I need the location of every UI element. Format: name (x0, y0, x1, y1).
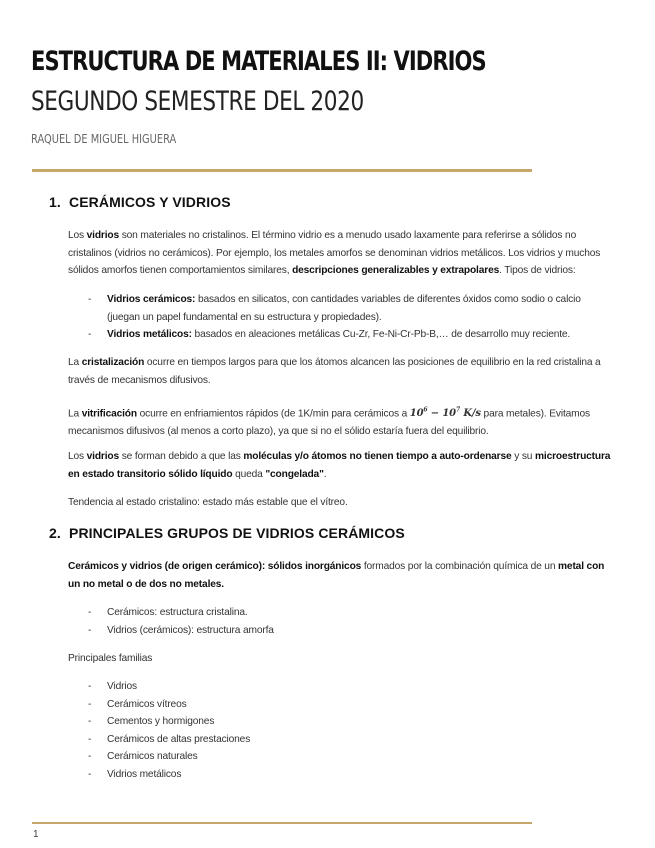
list-item-term: Vidrios cerámicos: (107, 294, 196, 305)
list-item: - Cerámicos vítreos (88, 696, 616, 714)
list-item-text: basados en silicatos, con cantidades variables de diferentes óxidos como sodio o calcio (juegan un papel fundamental en su estructura y propiedades). (107, 294, 581, 323)
author-name: RAQUEL DE MIGUEL HIGUERA (31, 132, 177, 146)
math-operator: − (427, 408, 443, 420)
math-exponent: 7 (455, 407, 461, 414)
document-title: ESTRUCTURA DE MATERIALES II: VIDRIOS (31, 46, 486, 77)
text-run: se forman debido a que las (119, 451, 244, 462)
glass-types-list (88, 291, 616, 344)
text-run: . Tipos de vidrios: (499, 265, 576, 276)
families-list (88, 678, 616, 783)
bold-term: metal con un no metal o de dos no metales. (68, 561, 605, 590)
list-item (88, 326, 616, 344)
math-formula (410, 408, 481, 419)
bold-term: moléculas y/o átomos no tienen tiempo a auto-ordenarse (243, 451, 512, 462)
list-item: - Vidrios (88, 678, 616, 696)
bold-term: cristalización (81, 357, 145, 368)
text-run: La (68, 408, 82, 420)
text-run: ocurre en tiempos largos para que los átomos alcancen las posiciones de equilibrio en la red cristalina a través de mecanismos difusivos. (68, 357, 601, 386)
section-2-paragraph-1 (68, 558, 616, 593)
text-run: Los (68, 451, 87, 462)
bold-term: "congelada" (265, 468, 324, 480)
section-1-paragraph-3 (68, 402, 616, 440)
section-1-paragraph-2 (68, 354, 616, 389)
section-1-title: CERÁMICOS Y VIDRIOS (69, 194, 231, 210)
text-run: ocurre en enfriamientos rápidos (de 1K/min para cerámicos a (136, 408, 410, 420)
list-item (88, 291, 616, 326)
list-item: - Vidrios (cerámicos): estructura amorfa (88, 622, 616, 640)
math-exponent: 6 (423, 407, 428, 414)
bold-term: vidrios (86, 230, 120, 241)
bold-term: vitrificación (81, 408, 137, 420)
header-divider (32, 169, 532, 172)
section-1-paragraph-1 (68, 227, 616, 280)
list-item-text: basados en aleaciones metálicas Cu-Zr, Fe-Ni-Cr-Pb-B,… de desarrollo muy reciente. (191, 329, 571, 340)
families-label: Principales familias (68, 653, 153, 664)
list-item: - Vidrios metálicos (88, 766, 616, 784)
list-item: - Cerámicos naturales (88, 748, 616, 766)
text-run: para metales). Evitamos mecanismos difusivos (al menos a corto plazo), ya que si no el sólido estaría fuera del equilibrio. (68, 408, 590, 437)
bold-term: Cerámicos y vidrios (de origen cerámico): sólidos inorgánicos (68, 561, 362, 572)
document-subtitle: SEGUNDO SEMESTRE DEL 2020 (31, 86, 364, 117)
list-item: - Cerámicos de altas prestaciones (88, 731, 616, 749)
text-run: La (68, 357, 82, 368)
bold-term: vidrios (86, 451, 120, 462)
section-2-heading (49, 525, 405, 541)
section-1-heading (49, 194, 231, 210)
section-1-paragraph-4 (68, 448, 616, 483)
text-run: . (323, 468, 327, 480)
structure-list (88, 604, 616, 639)
math-base: 10 (409, 408, 424, 420)
bold-term: descripciones generalizables y extrapolares (292, 265, 500, 276)
section-1-number: 1. (49, 194, 61, 210)
math-base: 10 (442, 408, 456, 420)
list-item: - Cementos y hormigones (88, 713, 616, 731)
text-run: queda (232, 468, 266, 480)
section-1-paragraph-5: Tendencia al estado cristalino: estado más estable que el vítreo. (68, 497, 348, 508)
footer-divider (32, 822, 532, 824)
list-item: - Cerámicos: estructura cristalina. (88, 604, 616, 622)
math-unit: K/s (460, 408, 481, 420)
text-run: formados por la combinación química de un (361, 561, 559, 572)
list-item-term: Vidrios metálicos: (107, 329, 192, 340)
text-run: son materiales no cristalinos. El término vidrio es a menudo usado laxamente para referirse a sólidos no cristalinos (vidrios no cerámicos). Por ejemplo, los metales amorfos se denominan vidrios metálicos. Los vidrios y muchos sólidos amorfos tienen comportamientos similares, (68, 230, 601, 276)
section-2-number: 2. (49, 525, 61, 541)
text-run: y su (511, 451, 535, 462)
section-2-title: PRINCIPALES GRUPOS DE VIDRIOS CERÁMICOS (69, 525, 405, 541)
bold-term: microestructura en estado transitorio sólido líquido (68, 451, 611, 480)
text-run: Los (68, 230, 87, 241)
page-number: 1 (33, 829, 39, 840)
